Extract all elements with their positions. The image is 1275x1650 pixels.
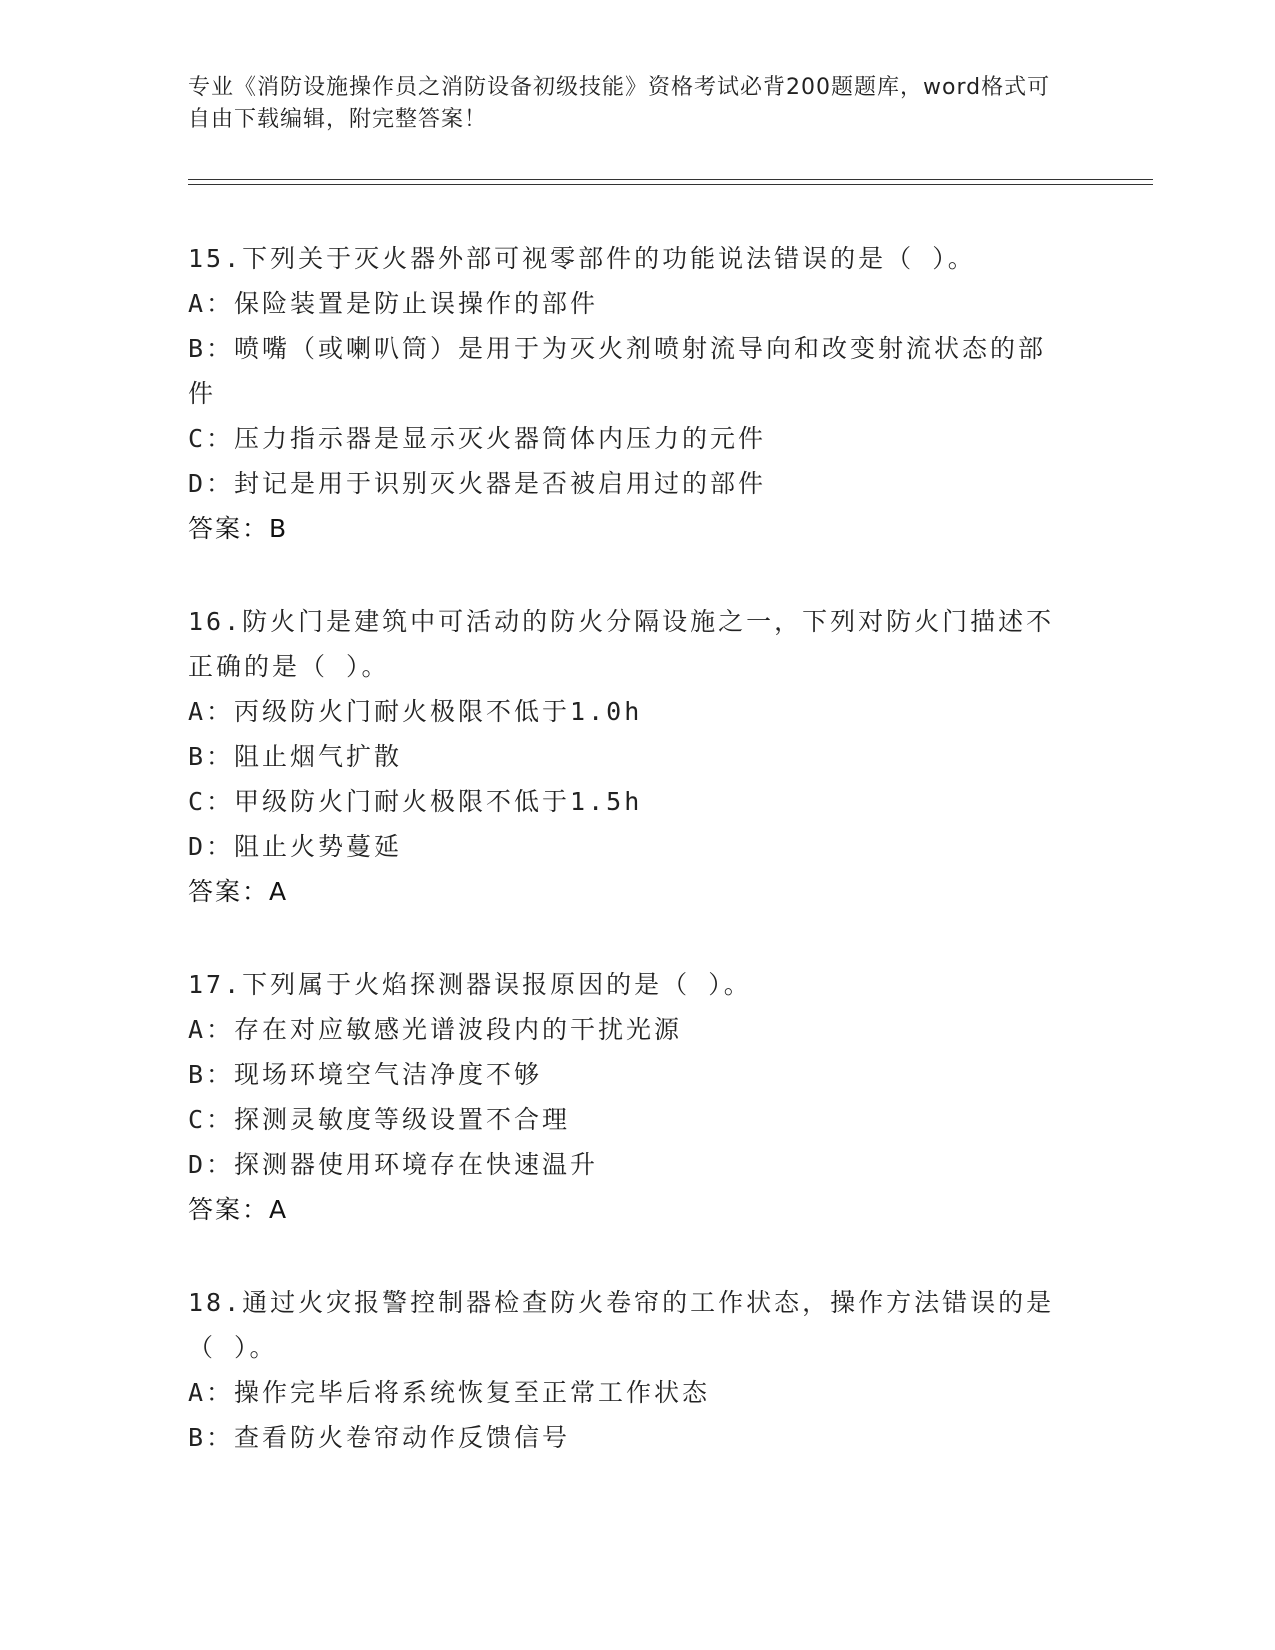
option-b: B：喷嘴（或喇叭筒）是用于为灭火剂喷射流导向和改变射流状态的部件	[188, 334, 1047, 408]
answer: 答案：B	[188, 514, 289, 543]
header-rule-bottom	[188, 184, 1153, 185]
option-b: B：查看防火卷帘动作反馈信号	[188, 1423, 571, 1452]
question-stem: 18.通过火灾报警控制器检查防火卷帘的工作状态，操作方法错误的是（ ）。	[188, 1288, 1055, 1362]
option-c: C：压力指示器是显示灭火器筒体内压力的元件	[188, 424, 767, 453]
document-header: 专业《消防设施操作员之消防设备初级技能》资格考试必背200题题库，word格式可自由下载编辑，附完整答案！	[188, 75, 1051, 132]
question-16	[188, 599, 1068, 915]
option-a: A：存在对应敏感光谱波段内的干扰光源	[188, 1015, 683, 1044]
question-18	[188, 1280, 1068, 1460]
option-d: D：封记是用于识别灭火器是否被启用过的部件	[188, 469, 767, 498]
option-a: A：操作完毕后将系统恢复至正常工作状态	[188, 1378, 711, 1407]
question-stem: 15.下列关于灭火器外部可视零部件的功能说法错误的是（ ）。	[188, 244, 976, 273]
question-17	[188, 962, 1068, 1233]
question-stem: 17.下列属于火焰探测器误报原因的是（ ）。	[188, 970, 752, 999]
answer: 答案：A	[188, 1195, 289, 1224]
option-a: A：保险装置是防止误操作的部件	[188, 289, 599, 318]
option-c: C：探测灵敏度等级设置不合理	[188, 1105, 571, 1134]
header-rule-top	[188, 179, 1153, 180]
option-b: B：现场环境空气洁净度不够	[188, 1060, 543, 1089]
question-15	[188, 236, 1068, 552]
answer: 答案：A	[188, 877, 289, 906]
option-b: B：阻止烟气扩散	[188, 742, 403, 771]
option-a: A：丙级防火门耐火极限不低于1.0h	[188, 697, 643, 726]
option-c: C：甲级防火门耐火极限不低于1.5h	[188, 787, 643, 816]
option-d: D：探测器使用环境存在快速温升	[188, 1150, 599, 1179]
option-d: D：阻止火势蔓延	[188, 832, 403, 861]
question-stem: 16.防火门是建筑中可活动的防火分隔设施之一，下列对防火门描述不正确的是（ ）。	[188, 607, 1055, 681]
